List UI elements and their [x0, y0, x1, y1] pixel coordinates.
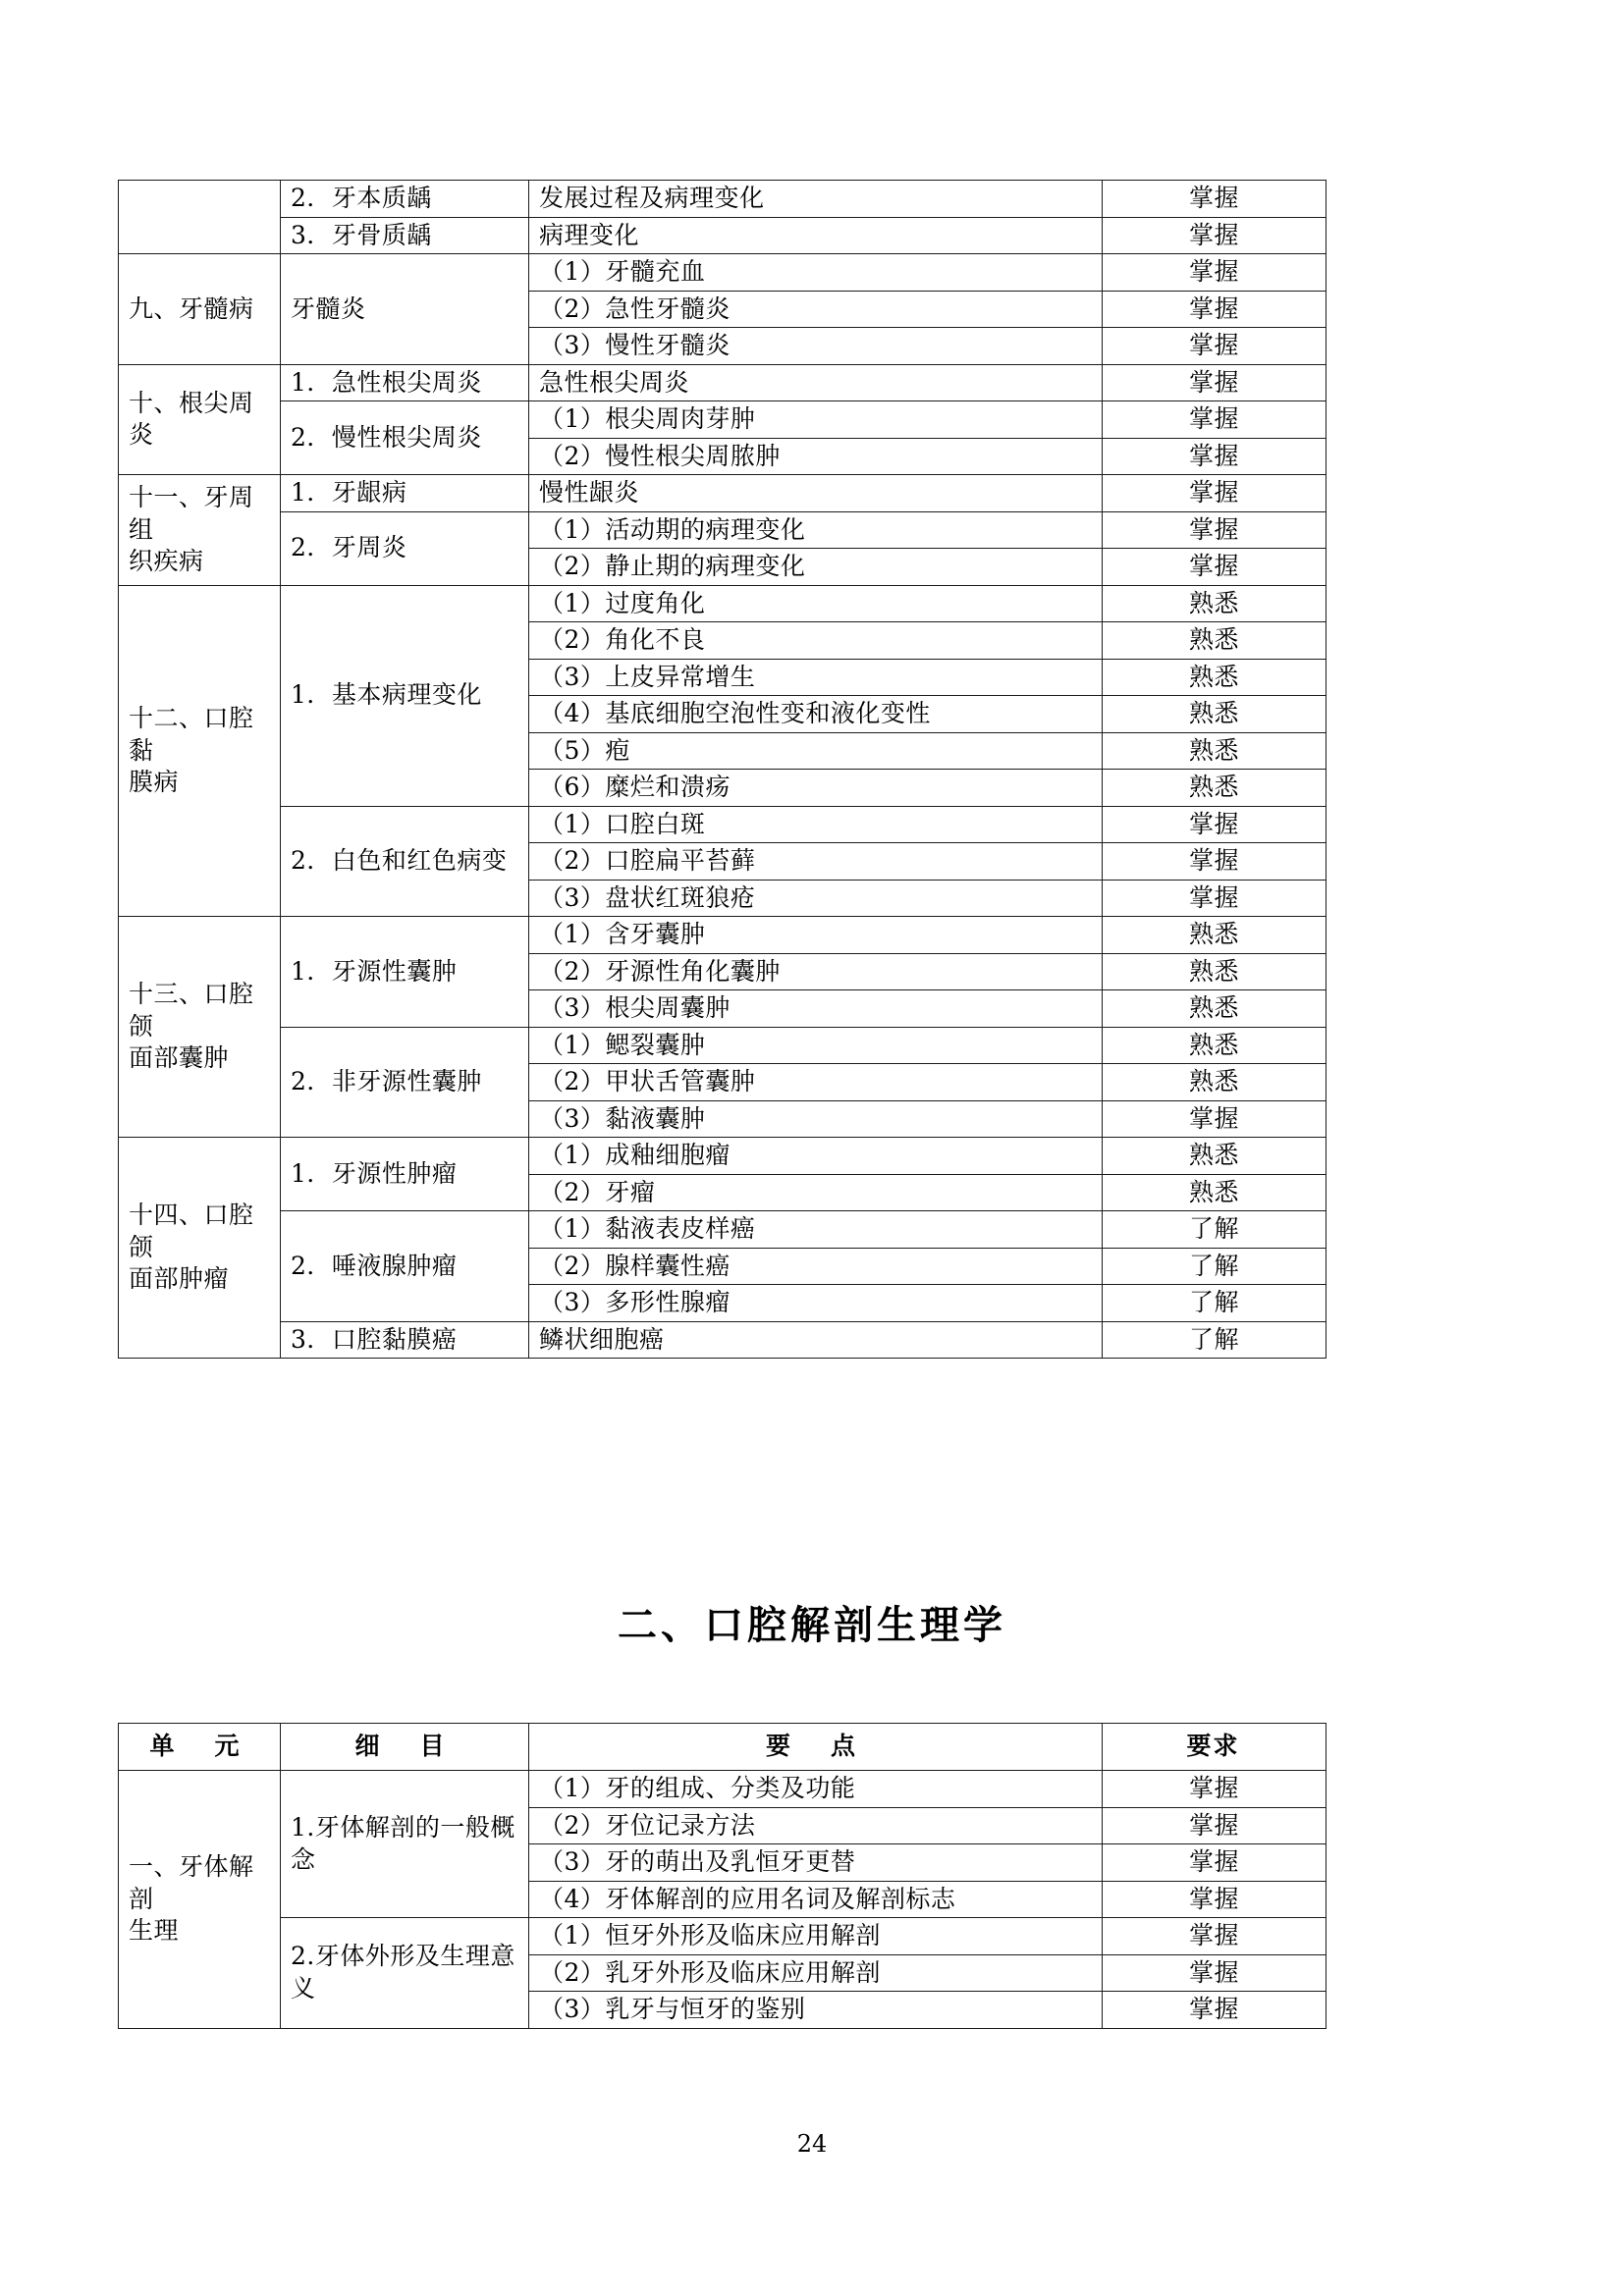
- requirement-cell: 熟悉: [1103, 659, 1326, 696]
- table-row: [119, 1027, 1326, 1064]
- requirement-cell: 了解: [1103, 1285, 1326, 1322]
- requirement-cell: 熟悉: [1103, 1138, 1326, 1175]
- unit-line-1: 十一、牙周组: [129, 483, 254, 544]
- point-cell: （2）腺样囊性癌: [529, 1248, 1103, 1285]
- requirement-cell: 掌握: [1103, 291, 1326, 328]
- requirement-cell: 掌握: [1103, 1807, 1326, 1844]
- column-header-requirement: 要求: [1103, 1724, 1326, 1771]
- requirement-cell: 掌握: [1103, 475, 1326, 512]
- item-cell: 1.牙体解剖的一般概念: [281, 1771, 529, 1918]
- table-row: [119, 917, 1326, 954]
- point-cell: （6）糜烂和溃疡: [529, 770, 1103, 807]
- requirement-cell: 熟悉: [1103, 770, 1326, 807]
- point-cell: （1）牙的组成、分类及功能: [529, 1771, 1103, 1808]
- unit-line-2: 膜病: [129, 768, 180, 796]
- requirement-cell: 熟悉: [1103, 622, 1326, 660]
- unit-line-1: 十二、口腔黏: [129, 704, 254, 765]
- point-cell: （3）黏液囊肿: [529, 1100, 1103, 1138]
- requirement-cell: 了解: [1103, 1248, 1326, 1285]
- item-cell: 2．牙本质龋: [281, 181, 529, 218]
- point-cell: （2）慢性根尖周脓肿: [529, 438, 1103, 475]
- point-cell: （3）牙的萌出及乳恒牙更替: [529, 1844, 1103, 1882]
- requirement-cell: 掌握: [1103, 217, 1326, 254]
- requirement-cell: 熟悉: [1103, 990, 1326, 1028]
- point-cell: （3）盘状红斑狼疮: [529, 880, 1103, 917]
- column-header-item: 细 目: [281, 1724, 529, 1771]
- point-cell: （1）过度角化: [529, 585, 1103, 622]
- point-cell: 急性根尖周炎: [529, 364, 1103, 401]
- unit-line-1: 十四、口腔颌: [129, 1201, 254, 1261]
- item-cell: 2．唾液腺肿瘤: [281, 1211, 529, 1322]
- requirement-cell: 了解: [1103, 1211, 1326, 1249]
- point-cell: （1）成釉细胞瘤: [529, 1138, 1103, 1175]
- unit-cell-maxillofacial-cyst: [119, 917, 281, 1138]
- table-row: [119, 1211, 1326, 1249]
- unit-cell-empty: [119, 181, 281, 254]
- column-header-point: 要 点: [529, 1724, 1103, 1771]
- unit-line-2: 面部囊肿: [129, 1043, 230, 1073]
- oral-anatomy-syllabus-table: [118, 1723, 1326, 2029]
- point-cell: （3）上皮异常增生: [529, 659, 1103, 696]
- point-cell: （1）活动期的病理变化: [529, 511, 1103, 549]
- point-cell: （2）乳牙外形及临床应用解剖: [529, 1954, 1103, 1992]
- section-title-oral-anatomy: 二、口腔解剖生理学: [618, 1602, 1006, 1648]
- table-row: [119, 1321, 1326, 1359]
- table-row: [119, 181, 1326, 218]
- item-cell: 3．牙骨质龋: [281, 217, 529, 254]
- requirement-cell: 掌握: [1103, 254, 1326, 292]
- table-row: [119, 1771, 1326, 1808]
- requirement-cell: 熟悉: [1103, 1027, 1326, 1064]
- pathology-table-container: [118, 180, 1326, 1359]
- item-cell: 3．口腔黏膜癌: [281, 1321, 529, 1359]
- anatomy-table-container: [118, 1723, 1326, 2029]
- column-header-unit: 单 元: [119, 1724, 281, 1771]
- requirement-cell: 掌握: [1103, 181, 1326, 218]
- unit-cell-periodontal: [119, 475, 281, 586]
- table-row: [119, 401, 1326, 439]
- requirement-cell: 掌握: [1103, 1918, 1326, 1955]
- requirement-cell: 熟悉: [1103, 732, 1326, 770]
- requirement-cell: 掌握: [1103, 364, 1326, 401]
- item-cell: 2．白色和红色病变: [281, 806, 529, 917]
- table-row: [119, 254, 1326, 292]
- point-cell: （3）乳牙与恒牙的鉴别: [529, 1992, 1103, 2029]
- unit-line-2: 织疾病: [129, 547, 204, 575]
- requirement-cell: 掌握: [1103, 843, 1326, 881]
- item-cell-pulpitis: 牙髓炎: [281, 254, 529, 365]
- requirement-cell: 掌握: [1103, 880, 1326, 917]
- requirement-cell: 掌握: [1103, 806, 1326, 843]
- table-row: [119, 806, 1326, 843]
- point-cell: （1）恒牙外形及临床应用解剖: [529, 1918, 1103, 1955]
- point-cell: （1）含牙囊肿: [529, 917, 1103, 954]
- point-cell: （2）急性牙髓炎: [529, 291, 1103, 328]
- point-cell: （1）牙髓充血: [529, 254, 1103, 292]
- requirement-cell: 掌握: [1103, 438, 1326, 475]
- requirement-cell: 了解: [1103, 1321, 1326, 1359]
- requirement-cell: 掌握: [1103, 1844, 1326, 1882]
- point-cell: （3）多形性腺瘤: [529, 1285, 1103, 1322]
- requirement-cell: 熟悉: [1103, 1064, 1326, 1101]
- unit-cell-oral-mucosa: [119, 585, 281, 917]
- point-cell: 病理变化: [529, 217, 1103, 254]
- requirement-cell: 熟悉: [1103, 585, 1326, 622]
- unit-cell-pulp-disease: 九、牙髓病: [119, 254, 281, 365]
- point-cell: （1）根尖周肉芽肿: [529, 401, 1103, 439]
- unit-cell-periapicitis: 十、根尖周炎: [119, 364, 281, 475]
- point-cell: （1）黏液表皮样癌: [529, 1211, 1103, 1249]
- requirement-cell: 掌握: [1103, 511, 1326, 549]
- requirement-cell: 掌握: [1103, 1100, 1326, 1138]
- table-row: [119, 1918, 1326, 1955]
- requirement-cell: 掌握: [1103, 328, 1326, 365]
- oral-pathology-syllabus-table: [118, 180, 1326, 1359]
- item-cell: 2.牙体外形及生理意义: [281, 1918, 529, 2029]
- point-cell: （4）基底细胞空泡性变和液化变性: [529, 696, 1103, 733]
- point-cell: （2）甲状舌管囊肿: [529, 1064, 1103, 1101]
- table-row: [119, 511, 1326, 549]
- point-cell: （2）牙位记录方法: [529, 1807, 1103, 1844]
- item-cell: 2．牙周炎: [281, 511, 529, 585]
- requirement-cell: 掌握: [1103, 401, 1326, 439]
- item-cell: 1．牙龈病: [281, 475, 529, 512]
- item-cell: 2．慢性根尖周炎: [281, 401, 529, 475]
- point-cell: 发展过程及病理变化: [529, 181, 1103, 218]
- point-cell: （2）静止期的病理变化: [529, 549, 1103, 586]
- requirement-cell: 熟悉: [1103, 1174, 1326, 1211]
- point-cell: （2）牙瘤: [529, 1174, 1103, 1211]
- table-row: [119, 217, 1326, 254]
- requirement-cell: 掌握: [1103, 1881, 1326, 1918]
- unit-line-2: 生理: [129, 1916, 180, 1945]
- requirement-cell: 熟悉: [1103, 696, 1326, 733]
- unit-line-1: 一、牙体解剖: [129, 1852, 254, 1913]
- table-row: [119, 1138, 1326, 1175]
- requirement-cell: 掌握: [1103, 1771, 1326, 1808]
- requirement-cell: 掌握: [1103, 549, 1326, 586]
- page-number: 24: [796, 2130, 828, 2158]
- point-cell: （5）疱: [529, 732, 1103, 770]
- table-header-row: [119, 1724, 1326, 1771]
- point-cell: （2）角化不良: [529, 622, 1103, 660]
- unit-cell-maxillofacial-tumor: [119, 1138, 281, 1359]
- item-cell: 2．非牙源性囊肿: [281, 1027, 529, 1138]
- table-row: [119, 364, 1326, 401]
- unit-line-2: 面部肿瘤: [129, 1264, 230, 1294]
- point-cell: （1）口腔白斑: [529, 806, 1103, 843]
- unit-cell-tooth-anatomy: [119, 1771, 281, 2029]
- item-cell: 1．基本病理变化: [281, 585, 529, 806]
- point-cell: （1）鳃裂囊肿: [529, 1027, 1103, 1064]
- item-cell: 1．牙源性肿瘤: [281, 1138, 529, 1211]
- point-cell: （4）牙体解剖的应用名词及解剖标志: [529, 1881, 1103, 1918]
- point-cell: （2）口腔扁平苔藓: [529, 843, 1103, 881]
- requirement-cell: 熟悉: [1103, 953, 1326, 990]
- point-cell: （3）根尖周囊肿: [529, 990, 1103, 1028]
- unit-line-1: 十三、口腔颌: [129, 980, 254, 1041]
- point-cell: 慢性龈炎: [529, 475, 1103, 512]
- requirement-cell: 熟悉: [1103, 917, 1326, 954]
- requirement-cell: 掌握: [1103, 1954, 1326, 1992]
- requirement-cell: 掌握: [1103, 1992, 1326, 2029]
- table-row: [119, 475, 1326, 512]
- item-cell: 1．牙源性囊肿: [281, 917, 529, 1028]
- point-cell: （3）慢性牙髓炎: [529, 328, 1103, 365]
- table-row: [119, 585, 1326, 622]
- item-cell: 1．急性根尖周炎: [281, 364, 529, 401]
- point-cell: （2）牙源性角化囊肿: [529, 953, 1103, 990]
- point-cell: 鳞状细胞癌: [529, 1321, 1103, 1359]
